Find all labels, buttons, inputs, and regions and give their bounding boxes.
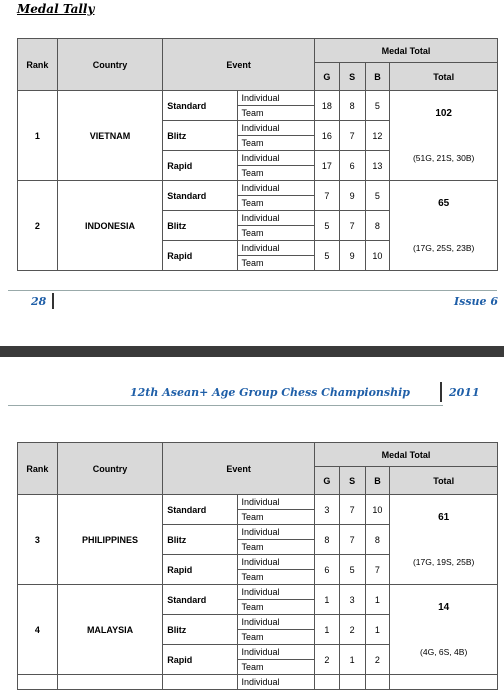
header-bronze: B: [365, 467, 390, 495]
table-row: [18, 91, 498, 106]
bronze-count: 13: [365, 151, 390, 181]
header-event: Event: [163, 443, 315, 495]
total-cell: [390, 91, 498, 136]
silver-count: 6: [339, 151, 365, 181]
event-type: Individual: [237, 211, 314, 226]
bronze-count: [365, 675, 390, 690]
silver-count: 7: [339, 525, 365, 555]
gold-count: 5: [315, 211, 340, 241]
header-gold: G: [315, 467, 340, 495]
page-break: [0, 346, 504, 357]
gold-count: 5: [315, 241, 340, 271]
total-value: 65: [438, 197, 450, 209]
gold-count: 1: [315, 615, 340, 645]
gold-count: 3: [315, 495, 340, 525]
silver-count: 8: [339, 91, 365, 121]
footer-issue: Issue 6: [453, 295, 498, 308]
silver-count: 2: [339, 615, 365, 645]
event-type: Individual: [237, 241, 314, 256]
event-name: [163, 675, 237, 690]
rank-cell: 2: [18, 181, 58, 271]
rank-cell: 1: [18, 91, 58, 181]
event-type: Team: [237, 136, 314, 151]
rank-cell: 3: [18, 495, 58, 585]
country-cell: MALAYSIA: [57, 585, 162, 675]
gold-count: 17: [315, 151, 340, 181]
event-type: Team: [237, 660, 314, 675]
gold-count: 7: [315, 181, 340, 211]
total-breakdown: (17G, 19S, 25B): [390, 540, 498, 585]
bronze-count: 1: [365, 615, 390, 645]
header-country: Country: [57, 39, 162, 91]
event-type: Team: [237, 540, 314, 555]
event-name: Blitz: [163, 121, 237, 151]
event-type: Individual: [237, 495, 314, 510]
bronze-count: 10: [365, 495, 390, 525]
medal-table-top: [17, 38, 498, 271]
event-type: Individual: [237, 645, 314, 660]
rank-cell: [18, 675, 58, 690]
event-type: Individual: [237, 615, 314, 630]
bronze-count: 5: [365, 181, 390, 211]
event-type: Team: [237, 570, 314, 585]
event-type: Individual: [237, 585, 314, 600]
page-header-title: 12th Asean+ Age Group Chess Championship: [130, 386, 410, 399]
event-name: Standard: [163, 495, 237, 525]
table-row: [18, 181, 498, 196]
total-value: 61: [438, 511, 450, 523]
header-total: Total: [390, 467, 498, 495]
silver-count: 7: [339, 495, 365, 525]
total-breakdown: (51G, 21S, 30B): [390, 136, 498, 181]
header-rank: Rank: [18, 443, 58, 495]
total-breakdown: (4G, 6S, 4B): [390, 630, 498, 675]
event-type: Team: [237, 600, 314, 615]
event-name: Standard: [163, 181, 237, 211]
bronze-count: 2: [365, 645, 390, 675]
header-medal-total: Medal Total: [315, 443, 498, 467]
event-type: Team: [237, 226, 314, 241]
gold-count: 16: [315, 121, 340, 151]
country-cell: INDONESIA: [57, 181, 162, 271]
bronze-count: 8: [365, 211, 390, 241]
gold-count: 18: [315, 91, 340, 121]
header-separator: [8, 405, 443, 406]
bronze-count: 10: [365, 241, 390, 271]
event-type: Individual: [237, 151, 314, 166]
header-rank: Rank: [18, 39, 58, 91]
header-medal-total: Medal Total: [315, 39, 498, 63]
bronze-count: 8: [365, 525, 390, 555]
bronze-count: 5: [365, 91, 390, 121]
event-name: Rapid: [163, 151, 237, 181]
header-event: Event: [163, 39, 315, 91]
total-cell: [390, 585, 498, 630]
event-name: Blitz: [163, 615, 237, 645]
silver-count: 9: [339, 241, 365, 271]
table-row: [18, 495, 498, 510]
footer-page-number: 28: [31, 295, 47, 308]
header-bronze: B: [365, 63, 390, 91]
country-cell: PHILIPPINES: [57, 495, 162, 585]
table-row: [18, 585, 498, 600]
header-total: Total: [390, 63, 498, 91]
event-type: Team: [237, 166, 314, 181]
event-name: Standard: [163, 585, 237, 615]
silver-count: 1: [339, 645, 365, 675]
total-value: 102: [435, 107, 452, 119]
total-cell: [390, 675, 498, 690]
event-name: Blitz: [163, 211, 237, 241]
header-divider: [440, 382, 442, 402]
gold-count: 1: [315, 585, 340, 615]
total-cell: [390, 181, 498, 226]
bronze-count: 7: [365, 555, 390, 585]
silver-count: [339, 675, 365, 690]
event-type: Individual: [237, 91, 314, 106]
footer-divider: [52, 293, 54, 309]
event-name: Standard: [163, 91, 237, 121]
event-name: Blitz: [163, 525, 237, 555]
header-silver: S: [339, 63, 365, 91]
event-name: Rapid: [163, 555, 237, 585]
gold-count: [315, 675, 340, 690]
total-value: 14: [438, 601, 450, 613]
country-cell: VIETNAM: [57, 91, 162, 181]
gold-count: 2: [315, 645, 340, 675]
event-type: Individual: [237, 121, 314, 136]
silver-count: 3: [339, 585, 365, 615]
silver-count: 5: [339, 555, 365, 585]
medal-table-bottom: [17, 442, 498, 690]
table-row: [18, 675, 498, 690]
total-breakdown: (17G, 25S, 23B): [390, 226, 498, 271]
event-name: Rapid: [163, 241, 237, 271]
rank-cell: 4: [18, 585, 58, 675]
event-type: Team: [237, 256, 314, 271]
gold-count: 6: [315, 555, 340, 585]
bronze-count: 1: [365, 585, 390, 615]
event-type: Individual: [237, 181, 314, 196]
event-type: Team: [237, 510, 314, 525]
event-type: Individual: [237, 525, 314, 540]
event-type: Individual: [237, 675, 314, 690]
section-title: Medal Tally: [17, 2, 95, 16]
gold-count: 8: [315, 525, 340, 555]
event-type: Team: [237, 630, 314, 645]
event-type: Team: [237, 106, 314, 121]
header-silver: S: [339, 467, 365, 495]
country-cell: [57, 675, 162, 690]
event-type: Team: [237, 196, 314, 211]
silver-count: 7: [339, 121, 365, 151]
event-type: Individual: [237, 555, 314, 570]
header-country: Country: [57, 443, 162, 495]
silver-count: 7: [339, 211, 365, 241]
event-name: Rapid: [163, 645, 237, 675]
total-cell: [390, 495, 498, 540]
bronze-count: 12: [365, 121, 390, 151]
header-gold: G: [315, 63, 340, 91]
page-header-year: 2011: [449, 386, 480, 399]
silver-count: 9: [339, 181, 365, 211]
footer-separator: [8, 290, 497, 291]
